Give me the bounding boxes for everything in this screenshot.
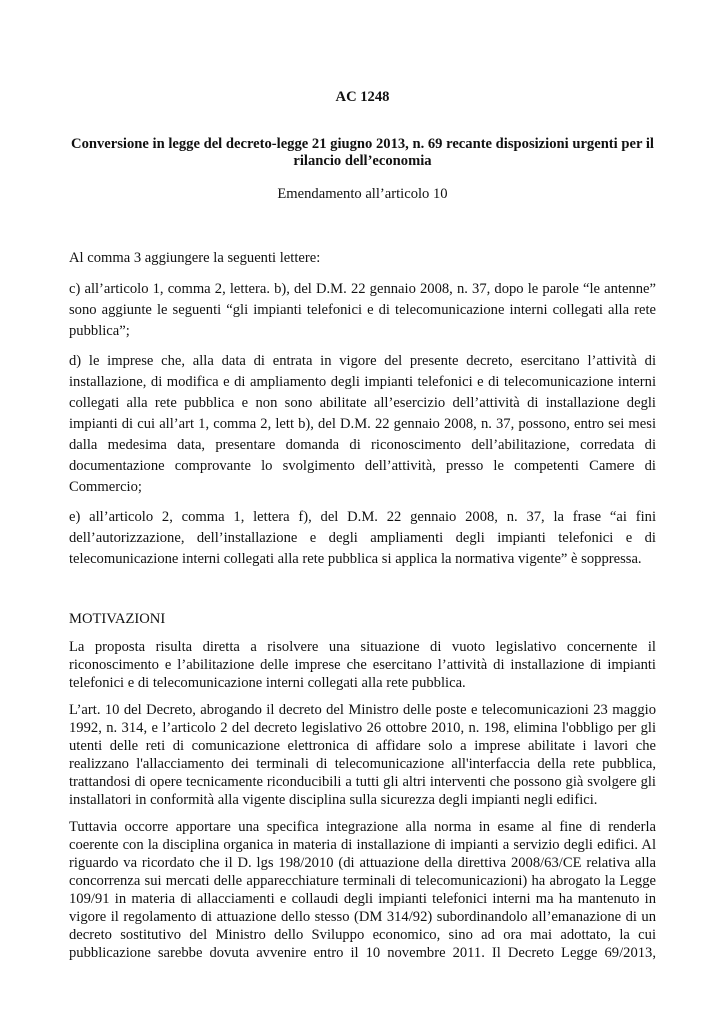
amendment-subtitle: Emendamento all’articolo 10 (277, 186, 448, 202)
item-d-line: documentazione comprovante lo svolgimento dell’attività, presso le competenti Camere di (69, 458, 656, 474)
item-d-line: d) le imprese che, alla data di entrata in vigore del presente decreto, esercitano l’attività di (69, 353, 656, 369)
item-c-line: c) all’articolo 1, comma 2, lettera. b), del D.M. 22 gennaio 2008, n. 37, dopo le parole “le antenne” (69, 281, 656, 297)
item-e-line: telecomunicazione interni collegati alla rete pubblica si applica la normativa vigente” è soppressa. (69, 551, 642, 567)
motivazioni-p3-line: 109/91 in materia di allacciamenti e collaudi degli impianti telefonici interni ma ha mantenuto in (69, 891, 656, 907)
item-c-line: pubblica”; (69, 323, 130, 339)
intro-text: Al comma 3 aggiungere la seguenti lettere: (69, 250, 321, 266)
motivazioni-p1-line: La proposta risulta diretta a risolvere una situazione di vuoto legislativo concernente il (69, 639, 656, 655)
motivazioni-p3-line: pubblicazione sarebbe dovuta avvenire entro il 10 novembre 2011. Il Decreto Legge 69/2013, (69, 945, 656, 961)
motivazioni-p3-line: decreto sostitutivo del Ministro dello Sviluppo economico, sino ad ora mai adottato, la cui (69, 927, 656, 943)
motivazioni-p2-line: realizzano l'allacciamento dei terminali di telecomunicazione all'interfaccia della rete pubblica, (69, 756, 656, 772)
item-e-line: dell’autorizzazione, dell’installazione e degli ampliamenti degli impianti telefonici e di (69, 530, 656, 546)
motivazioni-p1-line: telefonici e di telecomunicazione interni collegati alla rete pubblica. (69, 675, 466, 691)
motivazioni-heading: MOTIVAZIONI (69, 611, 166, 627)
motivazioni-p3-line: concorrenza sui mercati delle apparecchiature terminali di telecomunicazioni) ha abrogato la Legge (69, 873, 656, 889)
item-d-line: impianti di cui all’art 1, comma 2, lett b), del D.M. 22 gennaio 2008, n. 37, possono, entro sei mesi (69, 416, 656, 432)
document-title-line-2: rilancio dell’economia (293, 153, 432, 169)
motivazioni-p2-line: trattandosi di opere tecnicamente riconducibili a tutti gli altri interventi che possono già svolgere gli (69, 774, 656, 790)
item-d-line: collegati alla rete pubblica e non sono abilitate all’esercizio dell’attività di installazione degli (69, 395, 656, 411)
document-title-line-1: Conversione in legge del decreto-legge 21 giugno 2013, n. 69 recante disposizioni urgenti per il (71, 136, 654, 152)
motivazioni-p3-line: Tuttavia occorre apportare una specifica integrazione alla norma in esame al fine di renderla (69, 819, 656, 835)
motivazioni-p3-line: vigore il regolamento di attuazione dello stesso (DM 314/92) subordinandolo all’emanazione di un (69, 909, 656, 925)
item-d-line: Commercio; (69, 479, 142, 495)
motivazioni-p2-line: L’art. 10 del Decreto, abrogando il decreto del Ministro delle poste e telecomunicazioni 23 maggio (69, 702, 656, 718)
motivazioni-p3-line: riguardo va ricordato che il D. lgs 198/2010 (di attuazione della direttiva 2008/63/CE relativa alla (69, 855, 656, 871)
motivazioni-p3-line: coerente con la disciplina organica in materia di installazione di impianti a servizio degli edifici. Al (69, 837, 656, 853)
item-d-line: installazione, di modifica e di ampliamento degli impianti telefonici e di telecomunicazione interni (69, 374, 656, 390)
document-code: AC 1248 (335, 89, 390, 105)
motivazioni-p2-line: installatori in conformità alla vigente disciplina sulla sicurezza degli impianti negli edifici. (69, 792, 598, 808)
motivazioni-p2-line: utenti delle reti di comunicazione elettronica di affidare solo a imprese abilitate i lavori che (69, 738, 656, 754)
motivazioni-p2-line: 1992, n. 314, e l’articolo 2 del decreto legislativo 26 ottobre 2010, n. 198, elimina l'obbligo per gli (69, 720, 656, 736)
motivazioni-p1-line: riconoscimento e l’abilitazione delle imprese che esercitano l’attività di installazione di impianti (69, 657, 656, 673)
item-e-line: e) all’articolo 2, comma 1, lettera f), del D.M. 22 gennaio 2008, n. 37, la frase “ai fini (69, 509, 656, 525)
item-d-line: dalla medesima data, presentare domanda di riconoscimento dell’abilitazione, corredata di (69, 437, 656, 453)
item-c-line: sono aggiunte le seguenti “gli impianti telefonici e di telecomunicazione interni collegati alla rete (69, 302, 656, 318)
